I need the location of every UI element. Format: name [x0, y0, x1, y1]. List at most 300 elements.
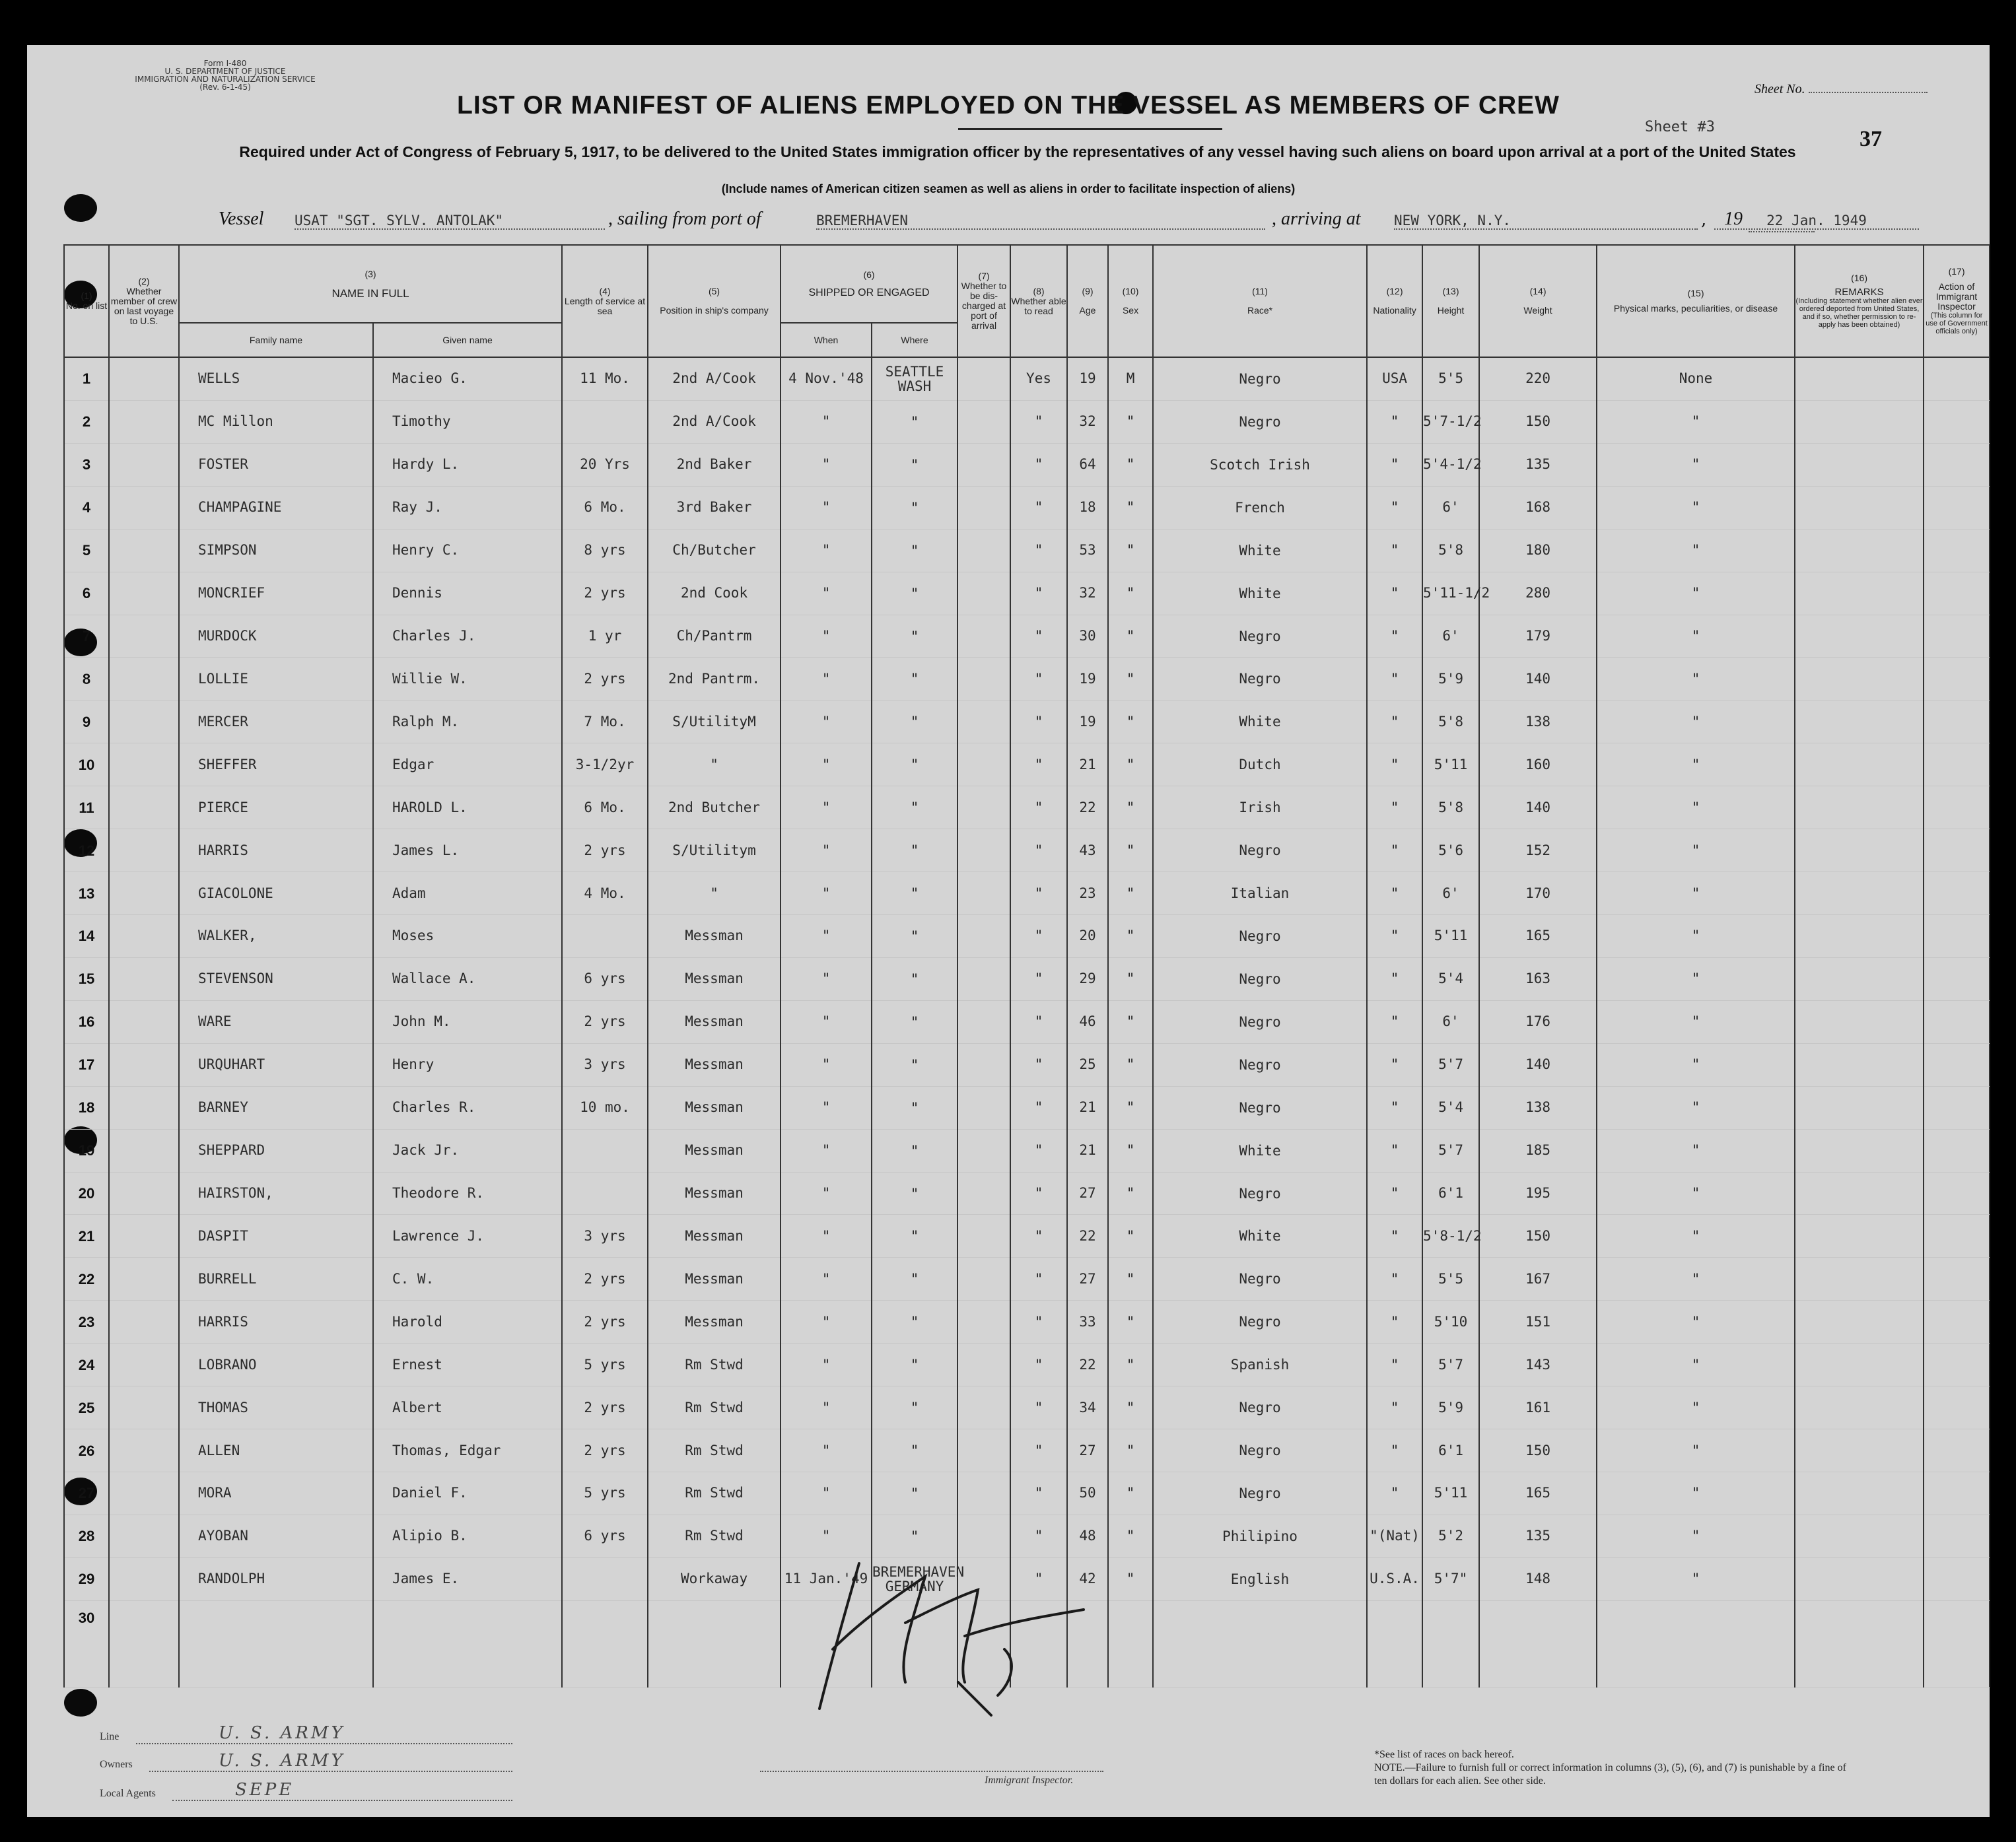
shipped-when-cell: "	[781, 443, 872, 486]
member-previous-cell	[109, 486, 179, 529]
col-action: (17) Action of Immigrant Inspector (This column for use of Government officials only)	[1924, 245, 1990, 357]
member-previous-cell	[109, 357, 179, 400]
nationality-cell: "	[1367, 658, 1422, 700]
line-fill	[136, 1743, 512, 1744]
service-length-cell: 2 yrs	[562, 1429, 648, 1472]
discharged-cell	[957, 400, 1010, 443]
row-number: 26	[64, 1429, 109, 1472]
member-previous-cell	[109, 957, 179, 1000]
height-cell: 5'4	[1422, 1086, 1479, 1129]
position-cell: Rm Stwd	[648, 1515, 781, 1557]
service-length-cell: 4 Mo.	[562, 872, 648, 915]
weight-cell: 179	[1479, 615, 1597, 658]
race-cell: Negro	[1153, 1472, 1367, 1515]
age-cell: 27	[1067, 1172, 1108, 1215]
nationality-cell: U.S.A.	[1367, 1557, 1422, 1600]
given-name-cell: Macieo G.	[373, 357, 562, 400]
position-cell: Messman	[648, 915, 781, 958]
weight-cell: 140	[1479, 658, 1597, 700]
able-read-cell: "	[1010, 957, 1067, 1000]
weight-cell: 151	[1479, 1301, 1597, 1344]
remarks-cell	[1795, 1515, 1924, 1557]
remarks-cell	[1795, 700, 1924, 743]
position-cell: "	[648, 872, 781, 915]
race-cell: Negro	[1153, 1086, 1367, 1129]
table-row	[64, 915, 1990, 958]
shipped-where-cell: "	[872, 1386, 957, 1429]
discharged-cell	[957, 743, 1010, 786]
sex-cell: "	[1108, 486, 1153, 529]
able-read-cell: "	[1010, 829, 1067, 872]
remarks-cell	[1795, 1344, 1924, 1386]
age-cell: 23	[1067, 872, 1108, 915]
position-cell: Messman	[648, 1129, 781, 1172]
nationality-cell: "	[1367, 1129, 1422, 1172]
table-row	[64, 1086, 1990, 1129]
given-name-cell: HAROLD L.	[373, 786, 562, 829]
shipped-when-cell: "	[781, 529, 872, 572]
action-cell	[1924, 1215, 1990, 1258]
weight-cell: 135	[1479, 443, 1597, 486]
vessel-line	[219, 209, 1867, 235]
row-number: 16	[64, 1000, 109, 1043]
height-cell: 5'7"	[1422, 1557, 1479, 1600]
shipped-when-cell: "	[781, 786, 872, 829]
member-previous-cell	[109, 829, 179, 872]
service-length-cell	[562, 1129, 648, 1172]
col-age: (9) Age	[1067, 245, 1108, 357]
action-cell	[1924, 529, 1990, 572]
family-name-cell: MONCRIEF	[179, 572, 373, 615]
able-read-cell: "	[1010, 529, 1067, 572]
table-row	[64, 1301, 1990, 1344]
col-when: When	[781, 323, 872, 357]
nationality-cell: "	[1367, 1386, 1422, 1429]
col-physical: (15) Physical marks, peculiarities, or disease	[1597, 245, 1795, 357]
age-cell: 64	[1067, 443, 1108, 486]
member-previous-cell	[109, 1043, 179, 1086]
able-read-cell: "	[1010, 400, 1067, 443]
height-cell: 6'1	[1422, 1172, 1479, 1215]
physical-cell: "	[1597, 1429, 1795, 1472]
family-name-cell: BARNEY	[179, 1086, 373, 1129]
arriving-label: , arriving at	[1272, 209, 1361, 229]
service-length-cell: 7 Mo.	[562, 700, 648, 743]
shipped-where-cell: "	[872, 400, 957, 443]
given-name-cell: Ernest	[373, 1344, 562, 1386]
able-read-cell: "	[1010, 1557, 1067, 1600]
action-cell	[1924, 1043, 1990, 1086]
table-row	[64, 1386, 1990, 1429]
weight-cell: 180	[1479, 529, 1597, 572]
shipped-where-cell: "	[872, 1172, 957, 1215]
family-name-cell: BURRELL	[179, 1258, 373, 1301]
sex-cell: "	[1108, 1301, 1153, 1344]
sex-cell: "	[1108, 572, 1153, 615]
weight-cell: 150	[1479, 1429, 1597, 1472]
year-fill	[1749, 231, 1815, 232]
shipped-where-cell: "	[872, 443, 957, 486]
given-name-cell: Ralph M.	[373, 700, 562, 743]
age-cell: 50	[1067, 1472, 1108, 1515]
position-cell: S/UtilityM	[648, 700, 781, 743]
row-number: 9	[64, 700, 109, 743]
remarks-cell	[1795, 658, 1924, 700]
row-number: 2	[64, 400, 109, 443]
service-length-cell: 3-1/2yr	[562, 743, 648, 786]
family-name-cell: THOMAS	[179, 1386, 373, 1429]
row-number: 22	[64, 1258, 109, 1301]
discharged-cell	[957, 1129, 1010, 1172]
position-cell: 2nd Butcher	[648, 786, 781, 829]
race-cell: Negro	[1153, 357, 1367, 400]
given-name-cell: C. W.	[373, 1258, 562, 1301]
row-number: 5	[64, 529, 109, 572]
height-cell: 5'10	[1422, 1301, 1479, 1344]
sex-cell: "	[1108, 615, 1153, 658]
nationality-cell: "	[1367, 1215, 1422, 1258]
row-number: 21	[64, 1215, 109, 1258]
remarks-cell	[1795, 829, 1924, 872]
height-cell: 5'11-1/2	[1422, 572, 1479, 615]
table-row	[64, 786, 1990, 829]
form-edition: (Rev. 6-1-45)	[199, 83, 251, 92]
action-cell	[1924, 1600, 1990, 1687]
given-name-cell: Hardy L.	[373, 443, 562, 486]
discharged-cell	[957, 1215, 1010, 1258]
family-name-cell: LOLLIE	[179, 658, 373, 700]
remarks-cell	[1795, 1386, 1924, 1429]
service-length-cell: 2 yrs	[562, 572, 648, 615]
action-cell	[1924, 743, 1990, 786]
family-name-cell: MURDOCK	[179, 615, 373, 658]
service-length-cell: 8 yrs	[562, 529, 648, 572]
remarks-cell	[1795, 1258, 1924, 1301]
member-previous-cell	[109, 872, 179, 915]
service-length-cell: 6 yrs	[562, 1515, 648, 1557]
service-length-cell: 10 mo.	[562, 1086, 648, 1129]
form-title: LIST OR MANIFEST OF ALIENS EMPLOYED ON THE VESSEL AS MEMBERS OF CREW	[457, 91, 1560, 119]
given-name-cell: Adam	[373, 872, 562, 915]
shipped-where-cell: "	[872, 529, 957, 572]
height-cell: 5'8-1/2	[1422, 1215, 1479, 1258]
physical-cell: "	[1597, 1301, 1795, 1344]
table-row	[64, 1043, 1990, 1086]
given-name-cell: James L.	[373, 829, 562, 872]
given-name-cell: Ray J.	[373, 486, 562, 529]
race-cell: White	[1153, 572, 1367, 615]
height-cell: 5'6	[1422, 829, 1479, 872]
shipped-where-cell: "	[872, 1301, 957, 1344]
member-previous-cell	[109, 572, 179, 615]
family-name-cell: ALLEN	[179, 1429, 373, 1472]
row-number: 3	[64, 443, 109, 486]
year-suffix: 19	[1724, 209, 1743, 229]
age-cell: 21	[1067, 1129, 1108, 1172]
manifest-sheet	[27, 45, 1990, 1817]
service-length-cell: 6 Mo.	[562, 486, 648, 529]
nationality-cell: "	[1367, 443, 1422, 486]
position-cell: Rm Stwd	[648, 1386, 781, 1429]
arriving-at-value: NEW YORK, N.Y.	[1394, 213, 1698, 230]
weight-cell: 152	[1479, 829, 1597, 872]
height-cell: 5'8	[1422, 700, 1479, 743]
remarks-cell	[1795, 1600, 1924, 1687]
age-cell: 46	[1067, 1000, 1108, 1043]
family-name-cell: SHEPPARD	[179, 1129, 373, 1172]
age-cell: 20	[1067, 915, 1108, 958]
service-length-cell	[562, 1172, 648, 1215]
shipped-where-cell: "	[872, 743, 957, 786]
position-cell	[648, 1600, 781, 1687]
race-cell: Scotch Irish	[1153, 443, 1367, 486]
shipped-where-cell: "	[872, 1000, 957, 1043]
position-cell: Messman	[648, 1000, 781, 1043]
member-previous-cell	[109, 658, 179, 700]
col-discharged: (7) Whether to be dis-charged at port of arrival	[957, 245, 1010, 357]
height-cell: 5'9	[1422, 658, 1479, 700]
weight-cell: 135	[1479, 1515, 1597, 1557]
action-cell	[1924, 1472, 1990, 1515]
table-row	[64, 1129, 1990, 1172]
form-number: Form I-480	[203, 59, 247, 68]
nationality-cell: "	[1367, 400, 1422, 443]
member-previous-cell	[109, 1386, 179, 1429]
col-height: (13) Height	[1422, 245, 1479, 357]
penalty-note: NOTE.—Failure to furnish full or correct information in columns (3), (5), (6), and (7) is punishable by a fine of ten dollars for each alien. See other side.	[1374, 1762, 1846, 1787]
inspector-fill	[760, 1771, 1103, 1772]
position-cell: 2nd Baker	[648, 443, 781, 486]
height-cell: 5'5	[1422, 357, 1479, 400]
shipped-when-cell: "	[781, 1000, 872, 1043]
row-number: 12	[64, 829, 109, 872]
service-length-cell: 2 yrs	[562, 1386, 648, 1429]
discharged-cell	[957, 357, 1010, 400]
member-previous-cell	[109, 1258, 179, 1301]
sheet-handwritten: Sheet #3	[1645, 119, 1715, 135]
race-cell: Negro	[1153, 658, 1367, 700]
age-cell: 42	[1067, 1557, 1108, 1600]
family-name-cell: WELLS	[179, 357, 373, 400]
given-name-cell: Edgar	[373, 743, 562, 786]
shipped-where-cell: SEATTLE WASH	[872, 357, 957, 400]
position-cell: 2nd A/Cook	[648, 357, 781, 400]
family-name-cell: MORA	[179, 1472, 373, 1515]
given-name-cell: Timothy	[373, 400, 562, 443]
weight-cell: 165	[1479, 1472, 1597, 1515]
service-length-cell: 3 yrs	[562, 1043, 648, 1086]
member-previous-cell	[109, 700, 179, 743]
race-cell: Negro	[1153, 1301, 1367, 1344]
sex-cell: "	[1108, 1258, 1153, 1301]
position-cell: Rm Stwd	[648, 1344, 781, 1386]
action-cell	[1924, 1301, 1990, 1344]
position-cell: Ch/Butcher	[648, 529, 781, 572]
member-previous-cell	[109, 1000, 179, 1043]
nationality-cell: "	[1367, 829, 1422, 872]
family-name-cell: SHEFFER	[179, 743, 373, 786]
inspector-signature	[806, 1550, 1110, 1722]
shipped-where-cell: "	[872, 1086, 957, 1129]
nationality-cell: "	[1367, 1429, 1422, 1472]
age-cell: 30	[1067, 615, 1108, 658]
able-read-cell: "	[1010, 1043, 1067, 1086]
shipped-where-cell: "	[872, 1472, 957, 1515]
page-number: 37	[1860, 127, 1882, 151]
physical-cell: "	[1597, 1386, 1795, 1429]
race-cell	[1153, 1600, 1367, 1687]
physical-cell: "	[1597, 400, 1795, 443]
position-cell: "	[648, 743, 781, 786]
row-number: 6	[64, 572, 109, 615]
height-cell: 6'	[1422, 872, 1479, 915]
weight-cell: 140	[1479, 786, 1597, 829]
position-cell: Messman	[648, 1301, 781, 1344]
race-cell: English	[1153, 1557, 1367, 1600]
able-read-cell: "	[1010, 1129, 1067, 1172]
position-cell: 3rd Baker	[648, 486, 781, 529]
able-read-cell: "	[1010, 1386, 1067, 1429]
given-name-cell: Charles J.	[373, 615, 562, 658]
position-cell: Messman	[648, 1258, 781, 1301]
shipped-when-cell: "	[781, 658, 872, 700]
punch-hole	[64, 1689, 97, 1717]
shipped-when-cell: "	[781, 1172, 872, 1215]
race-cell: Negro	[1153, 1386, 1367, 1429]
shipped-when-cell: "	[781, 915, 872, 958]
age-cell: 27	[1067, 1429, 1108, 1472]
physical-cell: "	[1597, 1043, 1795, 1086]
remarks-cell	[1795, 615, 1924, 658]
nationality-cell: "	[1367, 615, 1422, 658]
age-cell: 43	[1067, 829, 1108, 872]
member-previous-cell	[109, 1600, 179, 1687]
weight-cell: 138	[1479, 700, 1597, 743]
member-previous-cell	[109, 1301, 179, 1344]
position-cell: Rm Stwd	[648, 1429, 781, 1472]
shipped-where-cell: "	[872, 1429, 957, 1472]
shipped-where-cell: "	[872, 915, 957, 958]
action-cell	[1924, 1344, 1990, 1386]
action-cell	[1924, 1258, 1990, 1301]
remarks-cell	[1795, 915, 1924, 958]
nationality-cell: "	[1367, 1043, 1422, 1086]
height-cell: 5'11	[1422, 743, 1479, 786]
nationality-cell: "	[1367, 872, 1422, 915]
nationality-cell: "(Nat)	[1367, 1515, 1422, 1557]
able-read-cell: Yes	[1010, 357, 1067, 400]
nationality-cell: "	[1367, 1301, 1422, 1344]
given-name-cell: Charles R.	[373, 1086, 562, 1129]
height-cell: 5'7	[1422, 1043, 1479, 1086]
discharged-cell	[957, 658, 1010, 700]
race-cell: White	[1153, 529, 1367, 572]
action-cell	[1924, 1000, 1990, 1043]
member-previous-cell	[109, 786, 179, 829]
position-cell: Messman	[648, 957, 781, 1000]
sex-cell: "	[1108, 1043, 1153, 1086]
shipped-when-cell: "	[781, 743, 872, 786]
service-length-cell: 5 yrs	[562, 1472, 648, 1515]
family-name-cell: PIERCE	[179, 786, 373, 829]
sex-cell: "	[1108, 829, 1153, 872]
discharged-cell	[957, 1429, 1010, 1472]
able-read-cell: "	[1010, 872, 1067, 915]
local-agents-fill	[172, 1800, 512, 1801]
age-cell: 29	[1067, 957, 1108, 1000]
family-name-cell: SIMPSON	[179, 529, 373, 572]
weight-cell: 167	[1479, 1258, 1597, 1301]
action-cell	[1924, 872, 1990, 915]
nationality-cell: "	[1367, 957, 1422, 1000]
sex-cell: "	[1108, 529, 1153, 572]
shipped-where-cell: "	[872, 658, 957, 700]
discharged-cell	[957, 572, 1010, 615]
row-number: 4	[64, 486, 109, 529]
form-subtitle: Required under Act of Congress of February 5, 1917, to be delivered to the United States immigration officer by the representatives of any vessel having such aliens on board upon arrival at a port of the United States	[239, 143, 1796, 160]
col-no: (1) No. on list	[64, 245, 109, 357]
action-cell	[1924, 572, 1990, 615]
sex-cell: "	[1108, 1515, 1153, 1557]
position-cell: 2nd A/Cook	[648, 400, 781, 443]
height-cell: 5'7-1/2	[1422, 400, 1479, 443]
shipped-when-cell: "	[781, 872, 872, 915]
nationality-cell: "	[1367, 786, 1422, 829]
height-cell: 6'1	[1422, 1429, 1479, 1472]
physical-cell: "	[1597, 1258, 1795, 1301]
nationality-cell: "	[1367, 1000, 1422, 1043]
sex-cell: "	[1108, 1129, 1153, 1172]
family-name-cell: AYOBAN	[179, 1515, 373, 1557]
action-cell	[1924, 443, 1990, 486]
service-length-cell: 1 yr	[562, 615, 648, 658]
service-length-cell	[562, 1557, 648, 1600]
row-number: 25	[64, 1386, 109, 1429]
able-read-cell: "	[1010, 1172, 1067, 1215]
nationality-cell: "	[1367, 1344, 1422, 1386]
given-name-cell: Alipio B.	[373, 1515, 562, 1557]
shipped-when-cell: "	[781, 1301, 872, 1344]
table-row	[64, 829, 1990, 872]
action-cell	[1924, 786, 1990, 829]
action-cell	[1924, 400, 1990, 443]
shipped-when-cell: "	[781, 1386, 872, 1429]
given-name-cell: Wallace A.	[373, 957, 562, 1000]
shipped-when-cell: "	[781, 829, 872, 872]
height-cell: 5'4	[1422, 957, 1479, 1000]
race-cell: French	[1153, 486, 1367, 529]
discharged-cell	[957, 915, 1010, 958]
height-cell: 5'8	[1422, 529, 1479, 572]
table-row	[64, 1472, 1990, 1515]
able-read-cell: "	[1010, 1472, 1067, 1515]
family-name-cell: FOSTER	[179, 443, 373, 486]
table-row	[64, 700, 1990, 743]
shipped-where-cell: "	[872, 572, 957, 615]
remarks-cell	[1795, 957, 1924, 1000]
discharged-cell	[957, 1086, 1010, 1129]
nationality-cell: "	[1367, 572, 1422, 615]
sex-cell: "	[1108, 700, 1153, 743]
shipped-when-cell: "	[781, 1344, 872, 1386]
remarks-cell	[1795, 486, 1924, 529]
action-cell	[1924, 1086, 1990, 1129]
remarks-cell	[1795, 443, 1924, 486]
nationality-cell: "	[1367, 1086, 1422, 1129]
able-read-cell: "	[1010, 915, 1067, 958]
height-cell: 5'7	[1422, 1344, 1479, 1386]
shipped-where-cell: "	[872, 700, 957, 743]
